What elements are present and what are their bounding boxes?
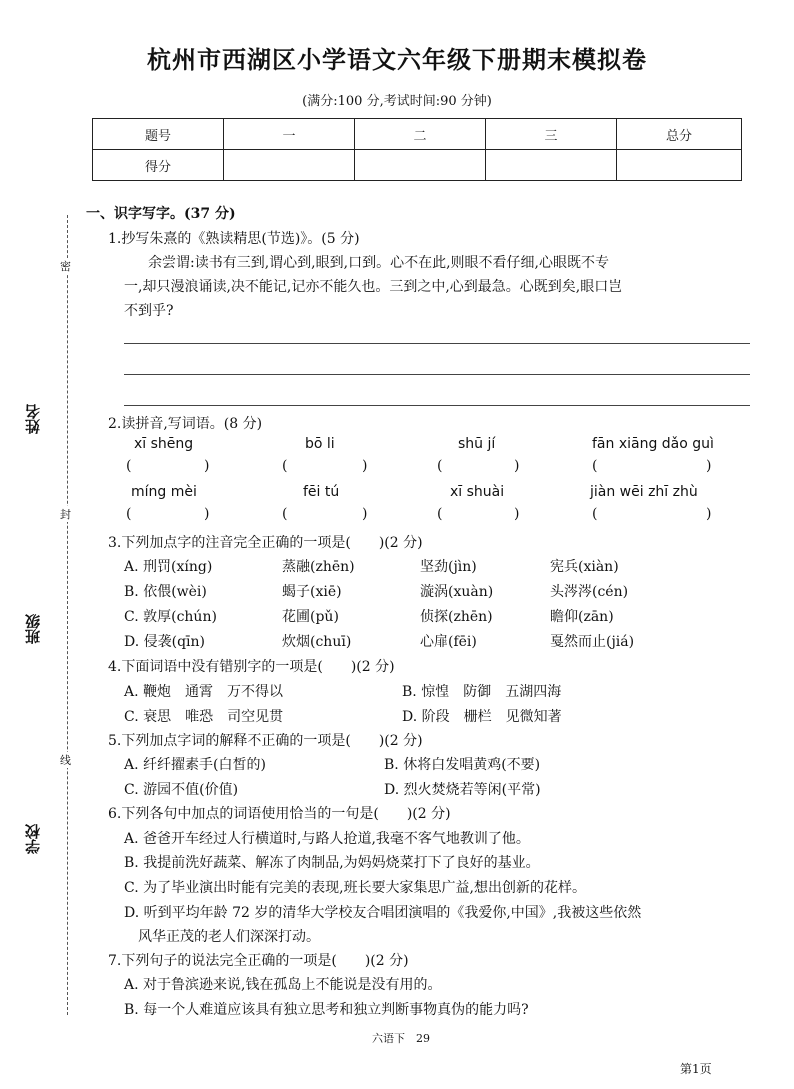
score-table [92,118,742,181]
option[interactable]: C. 为了毕业演出时能有完美的表现,班长要大家集思广益,想出创新的花样。 [124,880,587,896]
score-header-cell: 二 [355,119,486,150]
option-word: 头涔涔(cén) [550,584,629,600]
option[interactable]: D. 侵袭(qīn) [124,634,206,650]
score-cell[interactable] [617,150,742,181]
binding-mark: 密 [60,260,71,273]
answer-paren-left: ( [437,458,443,474]
answer-paren-right: ) [362,506,368,522]
binding-mark: 线 [60,754,71,767]
writing-line[interactable] [124,343,750,344]
answer-paren-left: ( [126,506,132,522]
answer-paren-left: ( [437,506,443,522]
option[interactable]: A. 鞭炮 通霄 万不得以 [124,684,284,700]
option-word: 炊烟(chuī) [282,634,352,650]
option[interactable]: B. 休将白发唱黄鸡(不要) [384,757,541,773]
answer-paren-right: ) [514,458,520,474]
score-header-cell: 三 [486,119,617,150]
answer-paren-right: ) [362,458,368,474]
option-word: 漩涡(xuàn) [420,584,494,600]
page-title: 杭州市西湖区小学语文六年级下册期末模拟卷 [147,45,647,74]
option[interactable]: D. 烈火焚烧若等闲(平常) [384,782,541,798]
option[interactable]: A. 纤纤擢素手(白皙的) [124,757,266,773]
score-header-cell: 题号 [93,119,224,150]
side-label-name: 姓名 [24,404,42,434]
pinyin: bō li [305,436,335,452]
answer-paren-right: ) [204,458,210,474]
option[interactable]: C. 敦厚(chún) [124,609,217,625]
pinyin: fān xiāng dǎo guì [592,436,714,452]
answer-paren-left: ( [282,458,288,474]
answer-paren-right: ) [204,506,210,522]
pinyin: jiàn wēi zhī zhù [590,484,698,500]
option[interactable]: B. 我提前洗好蔬菜、解冻了肉制品,为妈妈烧菜打下了良好的基业。 [124,855,540,871]
option-word: 宪兵(xiàn) [550,559,619,575]
pinyin: míng mèi [131,484,197,500]
option[interactable]: D. 听到平均年龄 72 岁的清华大学校友合唱团演唱的《我爱你,中国》,我被这些依然 [124,905,642,921]
question-5-stem: 5.下列加点字词的解释不正确的一项是( )(2 分) [108,733,423,749]
side-label-school: 学校 [24,824,42,854]
page-number: 第1页 [680,1062,712,1076]
option-word: 蒸融(zhēn) [282,559,355,575]
question-1-text-line: 不到乎? [124,303,174,319]
answer-paren-right: ) [514,506,520,522]
page-mark: 六语下 29 [372,1032,430,1045]
option[interactable]: C. 游园不值(价值) [124,782,239,798]
option[interactable]: A. 刑罚(xíng) [124,559,213,575]
side-label-class: 班级 [24,614,42,644]
option[interactable]: B. 每一个人难道应该具有独立思考和独立判断事物真伪的能力吗? [124,1002,529,1018]
question-3-stem: 3.下列加点字的注音完全正确的一项是( )(2 分) [108,535,423,551]
option-word: 瞻仰(zān) [550,609,614,625]
score-cell[interactable] [355,150,486,181]
score-table-header-row [93,119,742,150]
question-6-stem: 6.下列各句中加点的词语使用恰当的一句是( )(2 分) [108,806,451,822]
pinyin: xī shēng [134,436,194,452]
section-heading: 一、识字写字。(37 分) [86,206,236,222]
option[interactable]: A. 爸爸开车经过人行横道时,与路人抢道,我毫不客气地教训了他。 [124,831,530,847]
score-header-cell: 一 [224,119,355,150]
score-cell[interactable] [486,150,617,181]
pinyin: fēi tú [303,484,340,500]
option-word: 心扉(fēi) [420,634,477,650]
option-word: 侦探(zhēn) [420,609,493,625]
question-1-stem: 1.抄写朱熹的《熟读精思(节选)》。(5 分) [108,231,360,247]
option[interactable]: C. 衰思 唯恐 司空见贯 [124,709,284,725]
score-table-score-row [93,150,742,181]
option-word: 花圃(pǔ) [282,609,339,625]
option-word: 戛然而止(jiá) [550,634,635,650]
answer-paren-left: ( [592,506,598,522]
writing-line[interactable] [124,374,750,375]
binding-mark: 封 [60,508,71,521]
score-header-cell: 总分 [617,119,742,150]
option[interactable]: B. 惊惶 防御 五湖四海 [402,684,562,700]
score-row-label: 得分 [93,150,224,181]
pinyin: shū jí [458,436,496,452]
page-subtitle: (满分:100 分,考试时间:90 分钟) [302,94,492,109]
answer-paren-left: ( [126,458,132,474]
answer-paren-left: ( [282,506,288,522]
option[interactable]: D. 阶段 栅栏 见微知著 [402,709,562,725]
binding-line [67,215,68,1015]
score-cell[interactable] [224,150,355,181]
writing-line[interactable] [124,405,750,406]
option[interactable]: B. 依偎(wèi) [124,584,207,600]
option-continued: 风华正茂的老人们深深打动。 [138,929,320,945]
question-7-stem: 7.下列句子的说法完全正确的一项是( )(2 分) [108,953,409,969]
question-1-text-line: 余尝谓:读书有三到,谓心到,眼到,口到。心不在此,则眼不看仔细,心眼既不专 [148,255,609,271]
question-2-stem: 2.读拼音,写词语。(8 分) [108,416,263,432]
option-word: 蝎子(xiē) [282,584,342,600]
question-4-stem: 4.下面词语中没有错别字的一项是( )(2 分) [108,659,395,675]
answer-paren-right: ) [706,458,712,474]
answer-paren-left: ( [592,458,598,474]
question-1-text-line: 一,却只漫浪诵读,决不能记,记亦不能久也。三到之中,心到最急。心既到矣,眼口岂 [124,279,623,295]
option[interactable]: A. 对于鲁滨逊来说,钱在孤岛上不能说是没有用的。 [124,977,442,993]
pinyin: xī shuài [450,484,505,500]
answer-paren-right: ) [706,506,712,522]
option-word: 坚劲(jìn) [420,559,477,575]
